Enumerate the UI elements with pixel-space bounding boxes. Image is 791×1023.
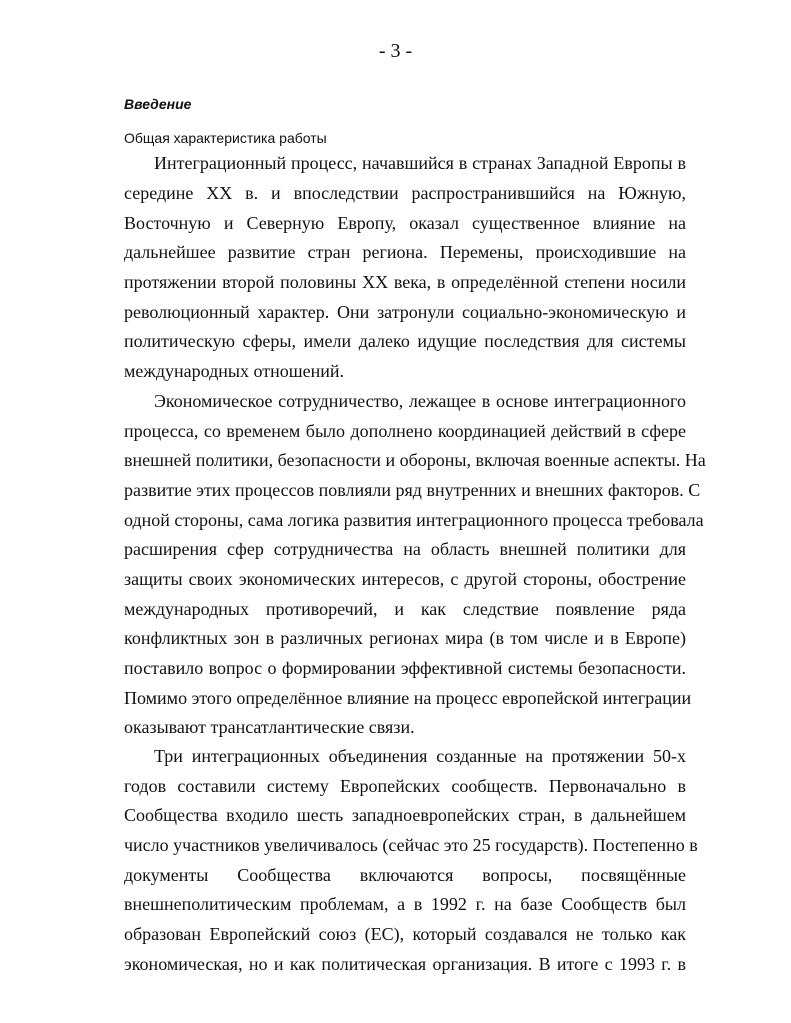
paragraph-line: международных противоречий, и как следствие появление ряда [124,599,686,619]
paragraph-line: конфликтных зон в различных регионах мира (в том числе и в Европе) [124,628,686,648]
paragraph-line: Три интеграционных объединения созданные на протяжении 50-х [154,746,686,766]
paragraph-line: защиты своих экономических интересов, с другой стороны, обострение [124,569,686,589]
paragraph-line: Сообщества входило шесть западноевропейских стран, в дальнейшем [124,805,686,825]
paragraph-line: поставило вопрос о формировании эффективной системы безопасности. [124,658,686,678]
paragraph-line: расширения сфер сотрудничества на область внешней политики для [124,539,686,559]
paragraph-line: одной стороны, сама логика развития интеграционного процесса требовала [124,510,704,530]
paragraph-line: экономическая, но и как политическая организация. В итоге с 1993 г. в [124,954,686,974]
paragraph-line: протяжении второй половины XX века, в определённой степени носили [124,272,686,292]
section-subheading: Общая характеристика работы [124,130,327,146]
paragraph-line: революционный характер. Они затронули социально-экономическую и [124,302,686,322]
paragraph-line: Восточную и Северную Европу, оказал существенное влияние на [124,213,686,233]
paragraph-line: число участников увеличивалось (сейчас это 25 государств). Постепенно в [124,835,698,855]
paragraph-line: Экономическое сотрудничество, лежащее в основе интеграционного [154,391,686,411]
paragraph-line: развитие этих процессов повлияли ряд внутренних и внешних факторов. С [124,480,701,500]
paragraph-line: внешней политики, безопасности и обороны, включая военные аспекты. На [124,450,706,470]
paragraph-line: международных отношений. [124,361,344,381]
paragraph-line: внешнеполитическим проблемам, а в 1992 г. на базе Сообществ был [124,894,686,914]
paragraph-line: процесса, со временем было дополнено координацией действий в сфере [124,421,686,441]
paragraph-line: середине XX в. и впоследствии распространившийся на Южную, [124,183,686,203]
paragraph-line: Помимо этого определённое влияние на процесс европейской интеграции [124,688,692,708]
paragraph-line: Интеграционный процесс, начавшийся в странах Западной Европы в [154,153,686,173]
paragraph-line: годов составили систему Европейских сообществ. Первоначально в [124,776,686,796]
page-number: - 3 - [378,40,413,62]
paragraph-line: политическую сферы, имели далеко идущие последствия для системы [124,331,686,351]
paragraph-line: дальнейшее развитие стран региона. Перемены, происходившие на [124,242,686,262]
section-heading: Введение [124,96,192,112]
paragraph-line: образован Европейский союз (ЕС), который создавался не только как [124,924,686,944]
paragraph-line: оказывают трансатлантические связи. [124,717,415,737]
paragraph-line: документы Сообщества включаются вопросы, посвящённые [124,865,686,885]
